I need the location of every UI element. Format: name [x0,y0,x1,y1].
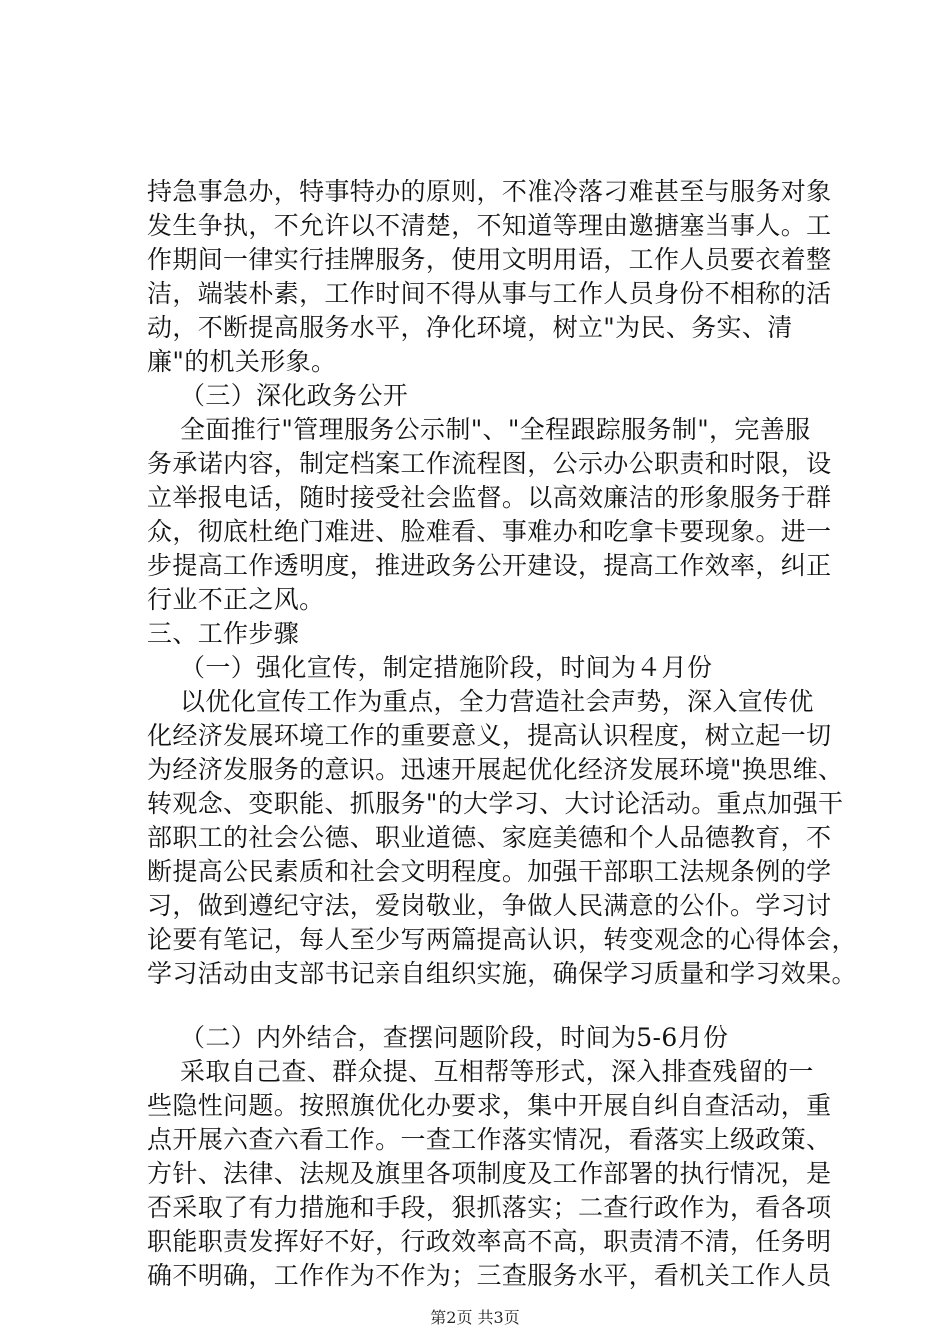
text-line: 全面推行"管理服务公示制"、"全程跟踪服务制"，完善服 [180,415,811,444]
text-line: 动，不断提高服务水平，净化环境，树立"为民、务实、清 [147,313,793,342]
text-line: 论要有笔记，每人至少写两篇提高认识，转变观念的心得体会， [147,925,857,954]
text-line: 以优化宣传工作为重点，全力营造社会声势，深入宣传优 [180,687,814,716]
text-line: 些隐性问题。按照旗优化办要求，集中开展自纠自查活动，重 [147,1091,832,1120]
text-line: 化经济发展环境工作的重要意义，提高认识程度，树立起一切 [147,721,832,750]
text-line: 点开展六查六看工作。一查工作落实情况，看落实上级政策、 [147,1125,832,1154]
text-line: 职能职责发挥好不好，行政效率高不高，职责清不清，任务明 [147,1227,832,1256]
text-line: 作期间一律实行挂牌服务，使用文明用语，工作人员要衣着整 [147,245,832,274]
text-line: 学习活动由支部书记亲自组织实施，确保学习质量和学习效果。 [147,959,857,988]
text-line: 转观念、变职能、抓服务"的大学习、大讨论活动。重点加强干 [147,789,844,818]
text-line: 廉"的机关形象。 [147,347,337,376]
section-heading: （二）内外结合，查摆问题阶段，时间为5-6月份 [180,1023,729,1052]
text-line: 方针、法律、法规及旗里各项制度及工作部署的执行情况，是 [147,1159,832,1188]
page-number-footer: 第2页 共3页 [430,1308,520,1327]
text-line: 断提高公民素质和社会文明程度。加强干部职工法规条例的学 [147,857,832,886]
text-line: 洁，端装朴素，工作时间不得从事与工作人员身份不相称的活 [147,279,832,308]
text-line: 立举报电话，随时接受社会监督。以高效廉洁的形象服务于群 [147,483,832,512]
section-heading: （三）深化政务公开 [180,381,409,410]
text-line: 部职工的社会公德、职业道德、家庭美德和个人品德教育，不 [147,823,832,852]
section-heading: 三、工作步骤 [147,619,300,648]
section-heading: （一）强化宣传，制定措施阶段，时间为４月份 [180,653,713,682]
text-line: 持急事急办，特事特办的原则，不准冷落刁难甚至与服务对象 [147,177,832,206]
text-line: 确不明确，工作作为不作为；三查服务水平，看机关工作人员 [147,1261,832,1290]
text-line: 行业不正之风。 [147,585,325,614]
text-line: 为经济发服务的意识。迅速开展起优化经济发展环境"换思维、 [147,755,844,784]
text-line: 发生争执，不允许以不清楚，不知道等理由邀搪塞当事人。工 [147,211,832,240]
text-line: 务承诺内容，制定档案工作流程图，公示办公职责和时限，设 [147,449,832,478]
text-line: 步提高工作透明度，推进政务公开建设，提高工作效率，纠正 [147,551,832,580]
text-line: 否采取了有力措施和手段，狠抓落实；二查行政作为，看各项 [147,1193,832,1222]
text-line: 采取自己查、群众提、互相帮等形式，深入排查残留的一 [180,1057,814,1086]
text-line: 众，彻底杜绝门难进、脸难看、事难办和吃拿卡要现象。进一 [147,517,832,546]
text-line: 习，做到遵纪守法，爱岗敬业，争做人民满意的公仆。学习讨 [147,891,832,920]
